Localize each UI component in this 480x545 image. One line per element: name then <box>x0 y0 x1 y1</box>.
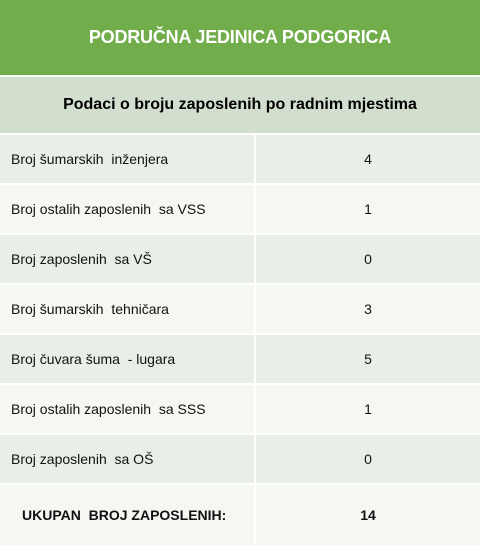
row-label: Broj šumarskih inženjera <box>0 135 256 183</box>
table-subtitle: Podaci o broju zaposlenih po radnim mjestima <box>0 75 480 133</box>
row-value: 1 <box>364 401 372 417</box>
row-label: Broj čuvara šuma - lugara <box>0 335 256 383</box>
table-row <box>0 233 480 283</box>
table-title: PODRUČNA JEDINICA PODGORICA <box>0 0 480 75</box>
row-label: Broj ostalih zaposlenih sa SSS <box>0 385 256 433</box>
table-row <box>0 133 480 183</box>
row-value: 0 <box>364 251 372 267</box>
table-row <box>0 283 480 333</box>
table-row <box>0 433 480 483</box>
table-row <box>0 333 480 383</box>
row-value: 0 <box>364 451 372 467</box>
row-value: 4 <box>364 151 372 167</box>
row-value: 3 <box>364 301 372 317</box>
row-label: Broj zaposlenih sa OŠ <box>0 435 256 483</box>
row-label: Broj šumarskih tehničara <box>0 285 256 333</box>
total-label: UKUPAN BROJ ZAPOSLENIH: <box>0 485 256 545</box>
table-row <box>0 383 480 433</box>
total-row <box>0 483 480 545</box>
row-label: Broj zaposlenih sa VŠ <box>0 235 256 283</box>
row-label: Broj ostalih zaposlenih sa VSS <box>0 185 256 233</box>
row-value: 1 <box>364 201 372 217</box>
table-row <box>0 183 480 233</box>
total-value: 14 <box>360 507 376 523</box>
row-value: 5 <box>364 351 372 367</box>
